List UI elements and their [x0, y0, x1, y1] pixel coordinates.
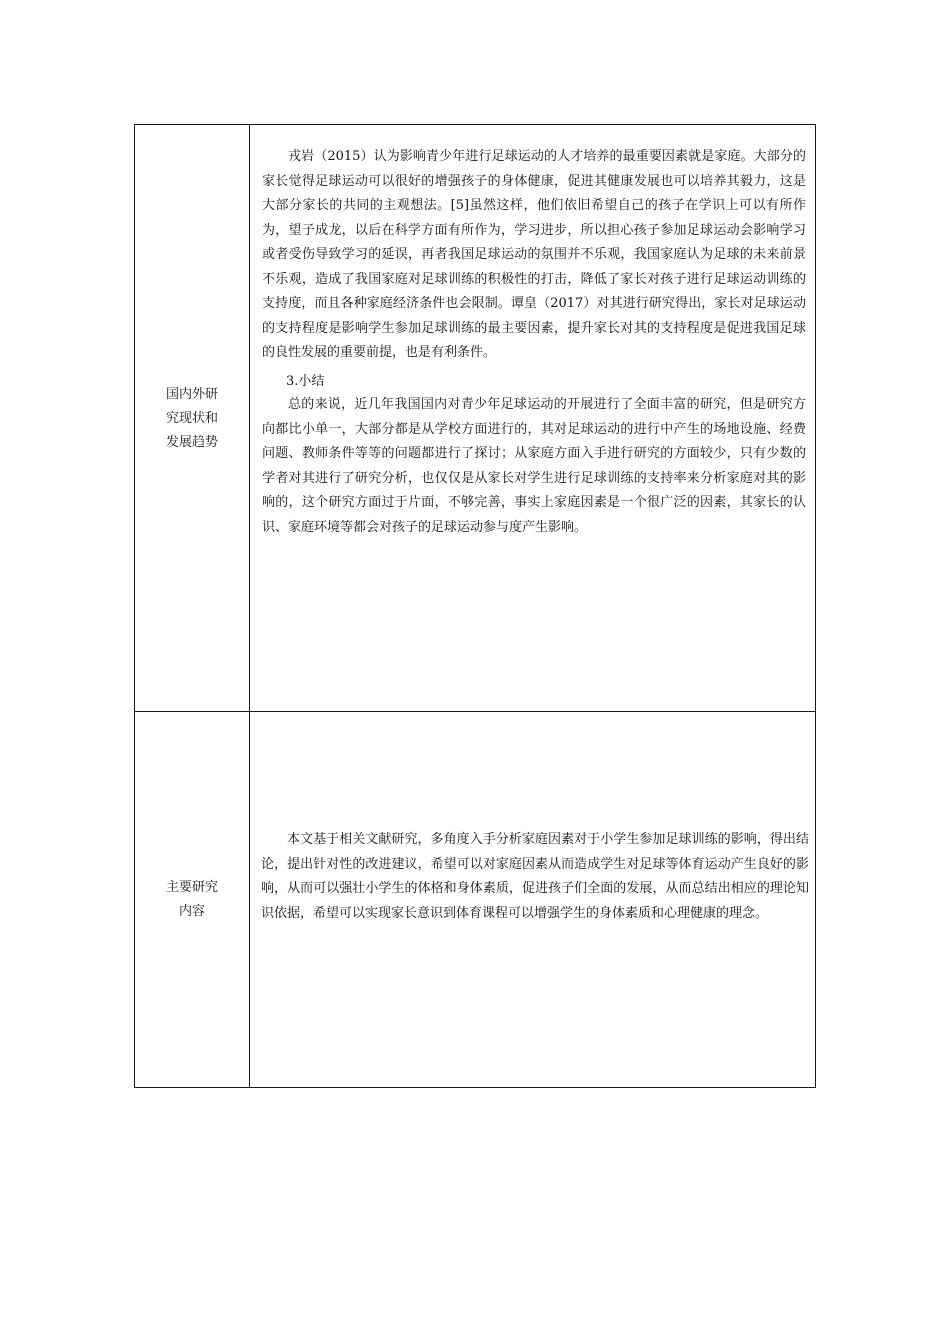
- label-line: 主要研究: [165, 880, 218, 895]
- paragraph-family-factors: 戎岩（2015）认为影响青少年进行足球运动的人才培养的最重要因素就是家庭。大部分的家长觉得足球运动可以很好的增强孩子的身体健康，促进其健康发展也可以培养其毅力，这是大部分家长的共同的主观想法。[5]虽然这样，他们依旧希望自己的孩子在学识上可以有所作为，望子成龙，以后在科学方面有所作为，学习进步，所以担心孩子参加足球运动会影响学习或者受伤导致学习的延误，再者我国足球运动的氛围并不乐观，我国家庭认为足球的未来前景不乐观，造成了我国家庭对足球训练的积极性的打击，降低了家长对孩子进行足球运动训练的支持度，而且各种家庭经济条件也会限制。谭皇（2017）对其进行研究得出，家长对足球运动的支持程度是影响学生参加足球训练的最主要因素，提升家长对其的支持程度是促进我国足球的良性发展的重要前提，也是有利条件。: [262, 149, 806, 360]
- table-row-research-status: [135, 125, 815, 712]
- proposal-form-table: [134, 124, 816, 1088]
- table-row-main-content: [135, 712, 815, 1087]
- paragraph-summary: 总的来说，近几年我国国内对青少年足球运动的开展进行了全面丰富的研究，但是研究方向都比小单一，大部分都是从学校方面进行的，其对足球运动的进行中产生的场地设施、经费问题、教师条件等等的问题都进行了探讨；从家庭方面入手进行研究的方面较少，只有少数的学者对其进行了研究分析，也仅仅是从家长对学生进行足球训练的支持率来分析家庭对其的影响的，这个研究方面过于片面，不够完善，事实上家庭因素是一个很广泛的因素，其家长的认识、家庭环境等都会对孩子的足球运动参与度产生影响。: [262, 397, 806, 535]
- row-content-cell: [250, 125, 815, 711]
- row-label-main-content: [135, 876, 249, 924]
- row-content-cell: [250, 712, 815, 1087]
- label-line: 国内外研: [165, 387, 218, 402]
- paragraph-main-content: 本文基于相关文献研究，多角度入手分析家庭因素对于小学生参加足球训练的影响，得出结论，提出针对性的改进建议，希望可以对家庭因素从而造成学生对足球等体育运动产生良好的影响，从而可以强壮小学生的体格和身体素质，促进孩子们全面的发展，从而总结出相应的理论知识依据，希望可以实现家长意识到体育课程可以增强学生的身体素质和心理健康的理念。: [261, 832, 809, 921]
- row-label-cell: [135, 712, 250, 1087]
- section-heading-summary: 3.小结: [286, 374, 325, 389]
- label-line: 内容: [178, 904, 205, 919]
- label-line: 究现状和: [165, 411, 218, 426]
- label-line: 发展趋势: [165, 435, 218, 450]
- row-label-cell: [135, 125, 250, 711]
- row-label-research-status: [135, 383, 249, 455]
